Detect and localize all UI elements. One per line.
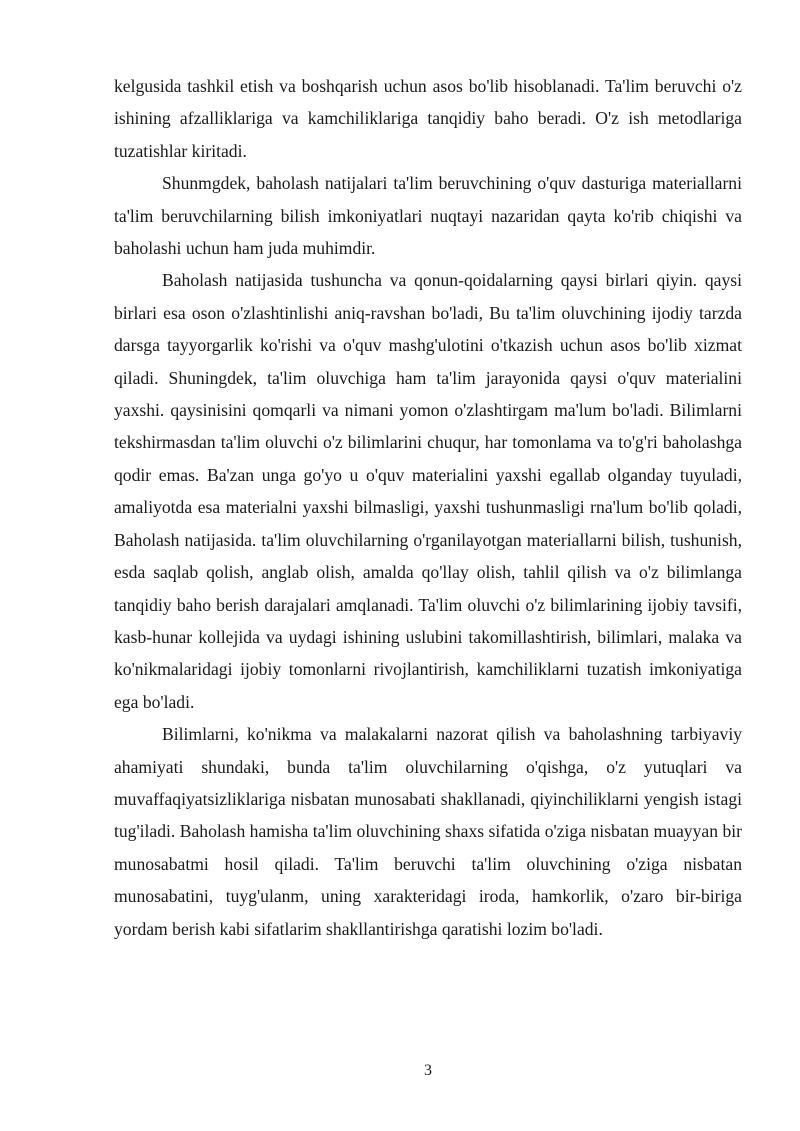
document-body: [114, 70, 742, 945]
paragraph-3: Baholash natijasida tushuncha va qonun-qoidalarning qaysi birlari qiyin. qaysi birlari esa oson o'zlashtinlishi aniq-ravshan bo'ladi, Bu ta'lim oluvchining ijodiy tarzda darsga tayyorgarlik ko'rishi va o'quv mashg'ulotini o'tkazish uchun asos bo'lib xizmat qiladi. Shuningdek, ta'lim oluvchiga ham ta'lim jarayonida qaysi o'quv materialini yaxshi. qaysinisini qomqarli va nimani yomon o'zlashtirgam ma'lum bo'ladi. Bilimlarni tekshirmasdan ta'lim oluvchi o'z bilimlarini chuqur, har tomonlama va to'g'ri baholashga qodir emas. Ba'zan unga go'yo u o'quv materialini yaxshi egallab olganday tuyuladi, amaliyotda esa materialni yaxshi bilmasligi, yaxshi tushunmasligi rna'lum bo'lib qoladi, Baholash natijasida. ta'lim oluvchilarning o'rganilayotgan materiallarni bilish, tushunish, esda saqlab qolish, anglab olish, amalda qo'llay olish, tahlil qilish va o'z bilimlanga tanqidiy baho berish darajalari amqlanadi. Ta'lim oluvchi o'z bilimlarining ijobiy tavsifi, kasb-hunar kollejida va uydagi ishining uslubini takomillashtirish, bilimlari, malaka va ko'nikmalaridagi ijobiy tomonlarni rivojlantirish, kamchiliklarni tuzatish imkoniyatiga ega bo'ladi.: [114, 270, 742, 712]
paragraph-1: kelgusida tashkil etish va boshqarish uchun asos bo'lib hisoblanadi. Ta'lim beruvchi o'z ishining afzalliklariga va kamchiliklariga tanqidiy baho beradi. O'z ish metodlariga tuzatishlar kiritadi.: [114, 76, 742, 161]
paragraph-2: Shunmgdek, baholash natijalari ta'lim beruvchining o'quv dasturiga materiallarni ta'lim beruvchilarning bilish imkoniyatlari nuqtayi nazaridan qayta ko'rib chiqishi va baholashi uchun ham juda muhimdir.: [114, 173, 742, 259]
page-number: 3: [424, 1062, 432, 1079]
paragraph-4: Bilimlarni, ko'nikma va malakalarni nazorat qilish va baholashning tarbiyaviy ahamiyati shundaki, bunda ta'lim oluvchilarning o'qishga, o'z yutuqlari va muvaffaqiyatsizliklariga nisbatan munosabati shakllanadi, qiyinchiliklarni yengish istagi tug'iladi. Baholash hamisha ta'lim oluvchining shaxs sifatida o'ziga nisbatan muayyan bir munosabatmi hosil qiladi. Ta'lim beruvchi ta'lim oluvchining o'ziga nisbatan munosabatini, tuyg'ulanm, uning xarakteridagi iroda, hamkorlik, o'zaro bir-biriga yordam berish kabi sifatlarim shakllantirishga qaratishi lozim bo'ladi.: [114, 724, 742, 939]
